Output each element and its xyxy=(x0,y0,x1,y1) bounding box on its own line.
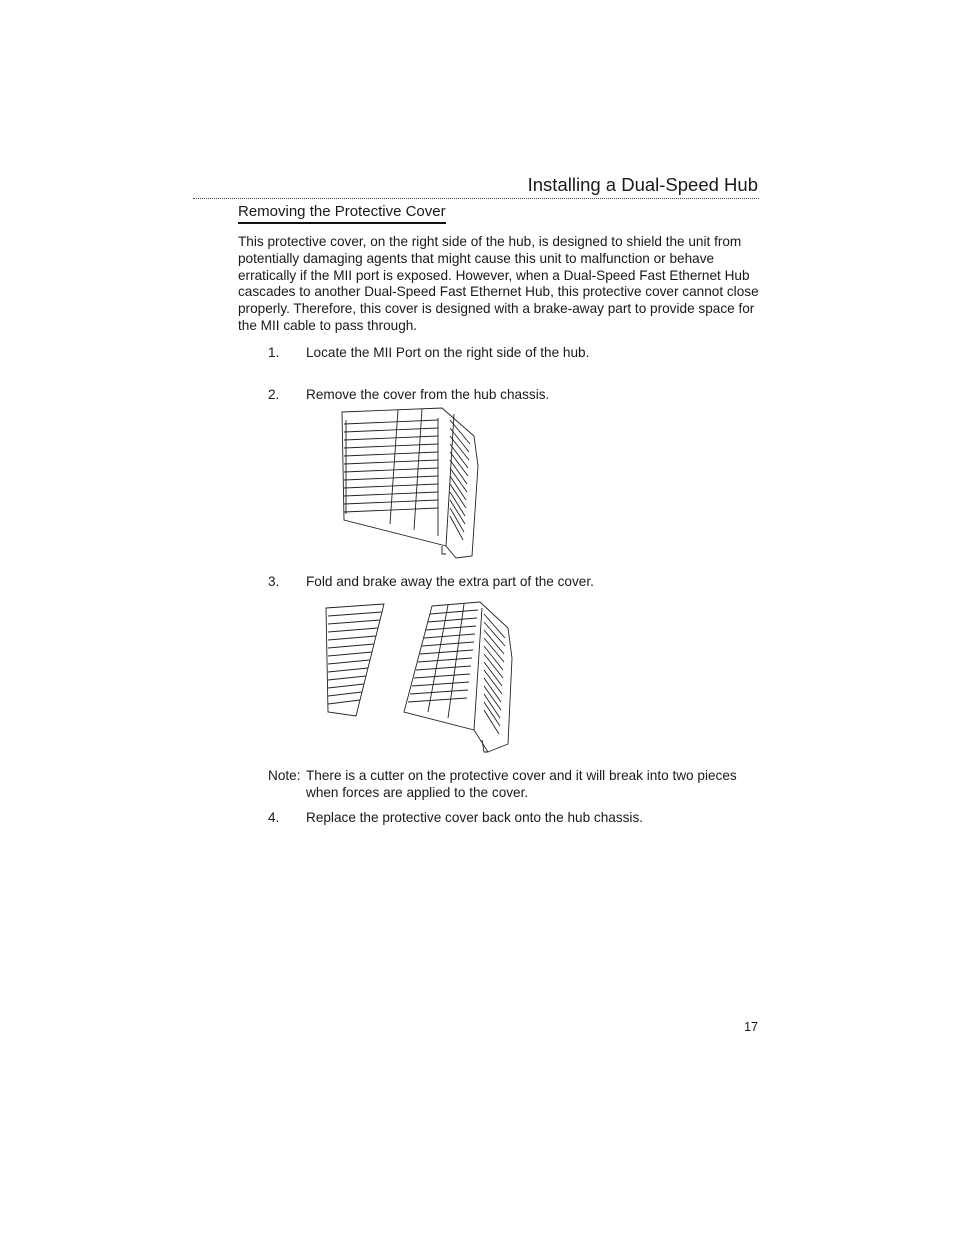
header-rule xyxy=(193,198,759,199)
step-number: 3. xyxy=(268,574,280,589)
step-text: Replace the protective cover back onto the hub chassis. xyxy=(306,810,644,825)
broken-away-cover-illustration xyxy=(322,600,518,758)
intro-paragraph: This protective cover, on the right side of the hub, is designed to shield the unit from potentially damaging agents that might cause this unit to malfunction or behave erratically if the MII port is exposed. However, when a Dual-Speed Fast Ethernet Hub cascades to another Dual-Speed Fast Ethernet Hub, this protective cover cannot close properly. Therefore, this cover is designed with a brake-away part to provide space for the MII cable to pass through. xyxy=(238,234,759,333)
step-number: 2. xyxy=(268,387,280,402)
step-number: 1. xyxy=(268,345,280,360)
section-heading: Removing the Protective Cover xyxy=(238,203,446,224)
step-number: 4. xyxy=(268,810,280,825)
step-text: Locate the MII Port on the right side of the hub. xyxy=(306,345,590,360)
note-text: There is a cutter on the protective cover and it will break into two pieces when forces are applied to the cover. xyxy=(306,768,737,800)
note-label: Note: xyxy=(268,768,301,783)
page-number: 17 xyxy=(744,1020,758,1034)
step-text: Fold and brake away the extra part of the cover. xyxy=(306,574,594,589)
chapter-title: Installing a Dual-Speed Hub xyxy=(527,174,758,195)
cover-removed-illustration xyxy=(338,406,488,566)
step-text: Remove the cover from the hub chassis. xyxy=(306,387,550,402)
